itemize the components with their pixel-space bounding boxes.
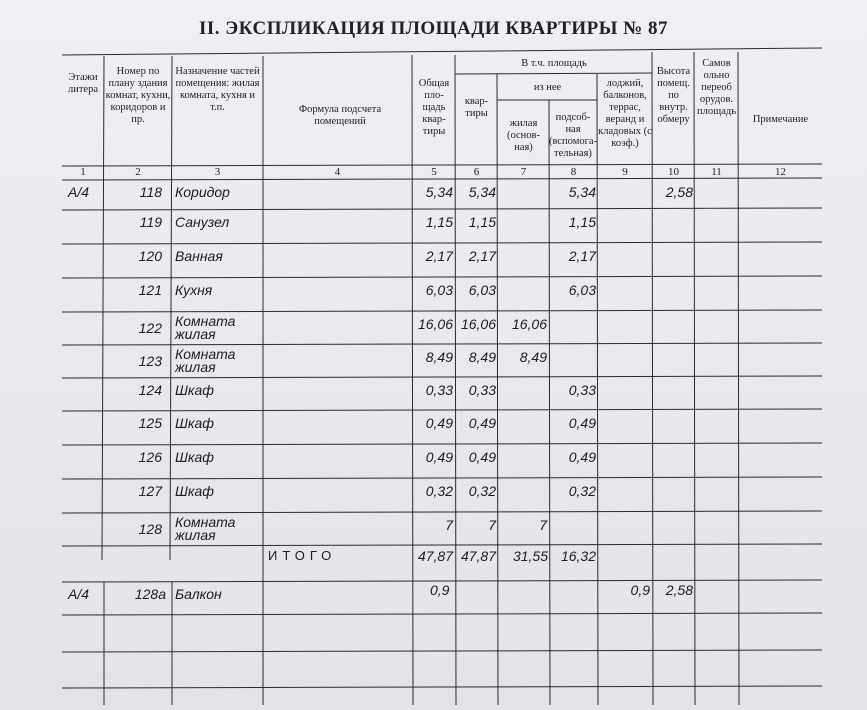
row-aux: 0,49 <box>568 415 596 431</box>
header-auxiliary: подсоб-ная (вспомога-тельная) <box>549 112 598 159</box>
row-total: 5,34 <box>425 184 453 200</box>
row-no: 128 <box>138 521 162 537</box>
row-name: Коридор <box>175 184 230 200</box>
row-name: Ванная <box>175 248 223 264</box>
header-including-area: В т.ч. площадь <box>521 58 587 69</box>
column-number: 1 <box>80 166 86 178</box>
row-total: 7 <box>445 517 453 533</box>
header-formula: Формула подсчета помещений <box>298 104 382 127</box>
row-apt: 2,17 <box>468 248 496 264</box>
row-no: 124 <box>138 382 162 398</box>
row-total: 0,32 <box>425 483 453 499</box>
row-apt: 0,49 <box>468 449 496 465</box>
row-aux: 0,49 <box>568 449 596 465</box>
row-name: Комната жилая <box>175 514 236 543</box>
row-name: Шкаф <box>175 415 214 431</box>
header-room-number: Номер по плану здания комнат, кухни, коридоров и пр. <box>105 66 171 125</box>
row-apt: 5,34 <box>468 184 496 200</box>
balcony-row-name: Балкон <box>175 586 222 602</box>
total-row-total: 47,87 <box>417 548 453 564</box>
column-number: 5 <box>431 166 437 178</box>
row-no: 123 <box>138 353 162 369</box>
total-row-apartment: 47,87 <box>460 548 496 564</box>
row-apt: 1,15 <box>468 214 496 230</box>
row-name: Кухня <box>175 282 213 298</box>
balcony-row-floor: А/4 <box>68 586 90 602</box>
row-no: 125 <box>138 415 162 431</box>
row-total: 0,33 <box>425 382 453 398</box>
row-apt: 0,32 <box>468 483 496 499</box>
row-apt: 16,06 <box>460 316 496 332</box>
header-height: Высота помещ. по внутр. обмеру <box>656 66 691 125</box>
row-floor: А/4 <box>68 184 90 200</box>
header-note: Примечание <box>752 114 809 125</box>
row-no: 122 <box>138 320 162 336</box>
total-row-auxiliary: 16,32 <box>560 548 596 564</box>
header-of-which: из нее <box>533 82 562 93</box>
header-purpose: Назначение частей помещения: жилая комната, кухня и т.п. <box>175 66 260 113</box>
row-aux: 6,03 <box>568 282 596 298</box>
total-row-label: ИТОГО <box>268 548 337 563</box>
row-no: 118 <box>139 184 162 200</box>
row-name: Комната жилая <box>175 313 236 342</box>
column-number: 2 <box>135 166 141 178</box>
row-no: 119 <box>139 214 162 230</box>
balcony-row-number: 128а <box>134 586 166 602</box>
row-aux: 1,15 <box>568 214 596 230</box>
column-number: 9 <box>622 166 628 178</box>
row-total: 0,49 <box>425 449 453 465</box>
row-aux: 0,32 <box>568 483 596 499</box>
row-aux: 0,33 <box>568 382 596 398</box>
header-loggia: лоджий, балконов, террас, веранд и кладовых (с коэф.) <box>598 78 652 149</box>
column-number: 12 <box>775 166 786 178</box>
row-no: 121 <box>138 282 162 298</box>
balcony-row-loggia: 0,9 <box>630 582 650 598</box>
column-number: 11 <box>711 166 722 178</box>
column-number: 8 <box>570 166 577 178</box>
header-floor: Этажи литера <box>67 72 99 95</box>
row-name: Шкаф <box>175 382 214 398</box>
row-height: 2,58 <box>665 184 693 200</box>
total-row-living: 31,55 <box>512 548 548 564</box>
row-no: 120 <box>138 248 162 264</box>
column-number: 3 <box>214 166 221 178</box>
header-total-area: Общая пло-щадь квар-тиры <box>418 78 450 137</box>
balcony-row-total: 0,9 <box>430 582 450 598</box>
row-name: Санузел <box>175 214 230 230</box>
column-number: 4 <box>334 166 341 178</box>
row-apt: 6,03 <box>468 282 496 298</box>
row-no: 127 <box>138 483 162 499</box>
row-name: Комната жилая <box>175 346 236 375</box>
column-number: 6 <box>473 166 480 178</box>
row-apt: 0,49 <box>468 415 496 431</box>
row-no: 126 <box>138 449 162 465</box>
row-total: 0,49 <box>425 415 453 431</box>
row-name: Шкаф <box>175 449 214 465</box>
column-number: 7 <box>520 166 527 178</box>
header-self-converted: Самов ольно переоб орудов. площадь <box>697 58 736 117</box>
balcony-row-height: 2,58 <box>665 582 693 598</box>
row-apt: 8,49 <box>468 349 496 365</box>
row-apt: 7 <box>488 517 496 533</box>
row-name: Шкаф <box>175 483 214 499</box>
row-total: 6,03 <box>425 282 453 298</box>
row-total: 16,06 <box>417 316 453 332</box>
row-total: 8,49 <box>425 349 453 365</box>
row-apt: 0,33 <box>468 382 496 398</box>
row-living: 7 <box>539 517 547 533</box>
row-total: 2,17 <box>425 248 453 264</box>
column-number: 10 <box>668 166 679 178</box>
document-title: II. ЭКСПЛИКАЦИЯ ПЛОЩАДИ КВАРТИРЫ № 87 <box>199 18 668 39</box>
row-aux: 5,34 <box>568 184 596 200</box>
header-apartment: квар-тиры <box>464 96 489 119</box>
header-living: жилая (основ-ная) <box>507 118 540 153</box>
row-total: 1,15 <box>425 214 453 230</box>
row-living: 8,49 <box>519 349 547 365</box>
row-aux: 2,17 <box>568 248 596 264</box>
row-living: 16,06 <box>511 316 547 332</box>
